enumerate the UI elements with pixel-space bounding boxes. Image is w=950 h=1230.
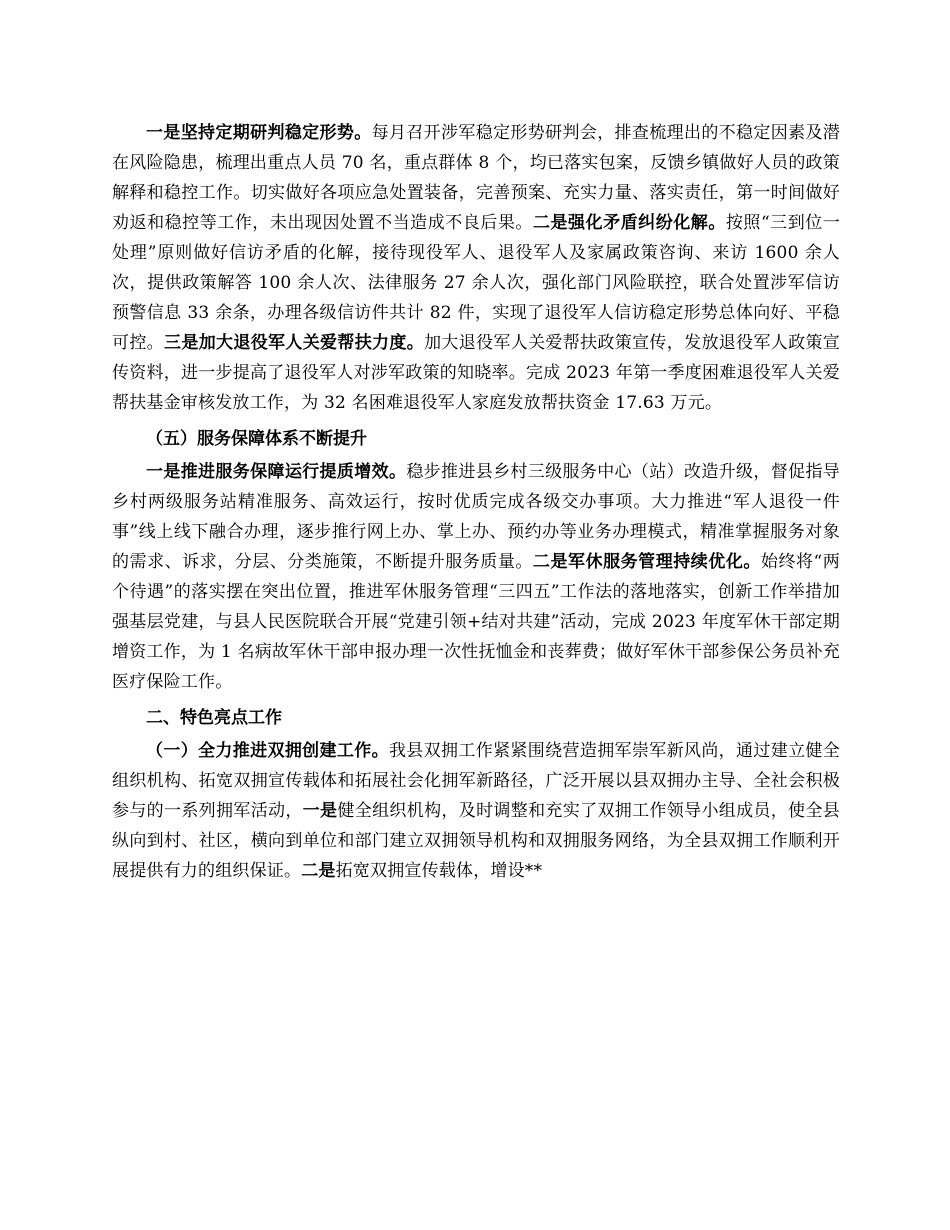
bold-lead-2: 二是军休服务管理持续优化。: [532, 552, 761, 572]
paragraph-shuangyong: [112, 736, 840, 886]
bold-lead-1: （一）全力推进双拥创建工作。: [146, 741, 389, 761]
section-heading-highlights: 二、特色亮点工作: [146, 708, 282, 728]
paragraph-text: 每月召开涉军稳定形势研判会，排查梳理出的不稳定因素及潜在风险隐患，梳理出重点人员 70 名，重点群体 8 个，均已落实包案，反馈乡镇做好人员的政策解释和稳控工作。切实做好各项应急处置装备，完善预案、充实力量、落实责任，第一时间做好劝返和稳控等工作，未出现因处置不当造成不良后果。: [112, 123, 840, 233]
paragraph-service: [112, 457, 840, 697]
bold-lead-2: 一是: [302, 801, 338, 821]
paragraph-text: 我县双拥工作紧紧围绕营造拥军崇军新风尚，通过建立健全组织机构、拓宽双拥宣传载体和拓展社会化拥军新路径，广泛开展以县双拥办主导、全社会积极参与的一系列拥军活动，: [112, 741, 840, 821]
bold-lead-3: 二是: [301, 861, 336, 881]
bold-lead-1: 一是坚持定期研判稳定形势。: [146, 123, 372, 143]
section-heading-5: （五）服务保障体系不断提升: [146, 429, 367, 449]
bold-lead-3: 三是加大退役军人关爱帮扶力度。: [164, 333, 425, 353]
paragraph-text: 拓宽双拥宣传载体，增设**: [335, 861, 543, 881]
paragraph-text: 加大退役军人关爱帮扶政策宣传，发放退役军人政策宣传资料，进一步提高了退役军人对涉军政策的知晓率。完成 2023 年第一季度困难退役军人关爱帮扶基金审核发放工作，为 32 名困难退役军人家庭发放帮扶资金 17.63 万元。: [112, 333, 840, 413]
document-body: [112, 118, 840, 886]
paragraph-text: 健全组织机构，及时调整和充实了双拥工作领导小组成员，使全县纵向到村、社区，横向到单位和部门建立双拥领导机构和双拥服务网络，为全县双拥工作顺利开展提供有力的组织保证。: [112, 801, 840, 881]
paragraph-stability: [112, 118, 840, 418]
paragraph-text: 稳步推进县乡村三级服务中心（站）改造升级，督促指导乡村两级服务站精准服务、高效运行，按时优质完成各级交办事项。大力推进“军人退役一件事”线上线下融合办理，逐步推行网上办、掌上办、预约办等业务办理模式，精准掌握服务对象的需求、诉求，分层、分类施策，不断提升服务质量。: [112, 462, 841, 572]
bold-lead-2: 二是强化矛盾纠纷化解。: [532, 213, 726, 233]
paragraph-text: 按照“三到位一处理”原则做好信访矛盾的化解，接待现役军人、退役军人及家属政策咨询、来访 1600 余人次，提供政策解答 100 余人次、法律服务 27 余人次，强化部门风险联控，联合处置涉军信访预警信息 33 余条，办理各级信访件共计 82 件，实现了退役军人信访稳定形势总体向好、平稳可控。: [112, 213, 840, 353]
bold-lead-1: 一是推进服务保障运行提质增效。: [146, 462, 407, 482]
paragraph-text: 始终将“两个待遇”的落实摆在突出位置，推进军休服务管理“三四五”工作法的落地落实，创新工作举措加强基层党建，与县人民医院联合开展“党建引领+结对共建”活动，完成 2023 年度军休干部定期增资工作，为 1 名病故军休干部申报办理一次性抚恤金和丧葬费；做好军休干部参保公务员补充医疗保险工作。: [112, 552, 840, 692]
